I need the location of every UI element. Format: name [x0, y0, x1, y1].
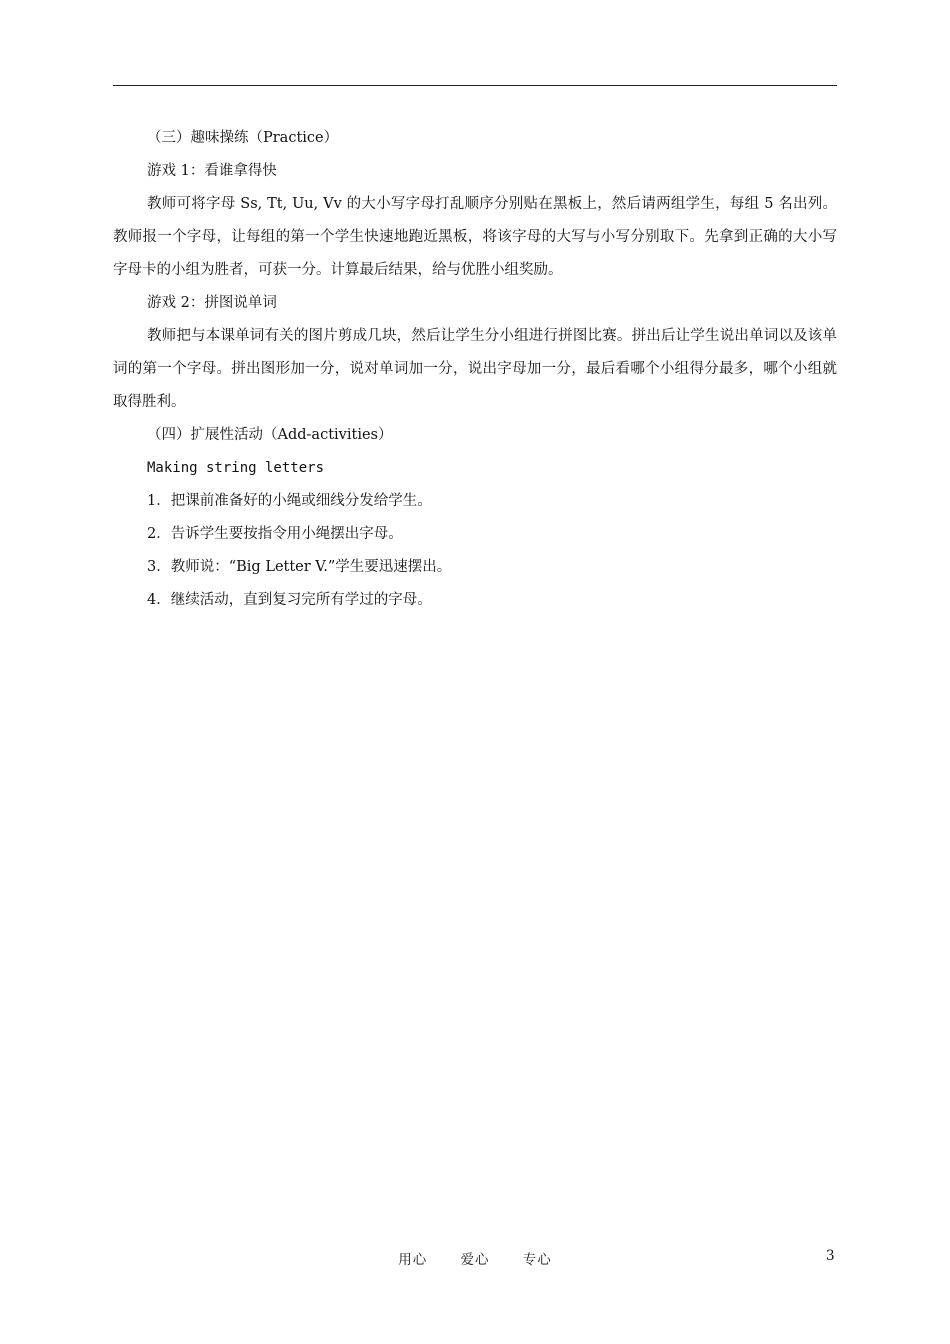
list-item: 2．告诉学生要按指令用小绳摆出字母。 [147, 526, 403, 542]
page-number: 3 [826, 1248, 835, 1264]
section-heading-add-activities: （四）扩展性活动（Add-activities） [147, 427, 393, 443]
footer-motto: 爱心 [460, 1252, 490, 1268]
list-item: 3．教师说：“Big Letter V.”学生要迅速摆出。 [147, 559, 452, 575]
document-body [113, 122, 837, 617]
activity-title: Making string letters [147, 460, 325, 476]
footer-motto: 用心 [398, 1252, 428, 1268]
footer-motto: 专心 [522, 1252, 552, 1268]
section-heading-practice: （三）趣味操练（Practice） [147, 130, 339, 146]
game1-title: 游戏 1：看谁拿得快 [147, 163, 277, 179]
list-item: 1．把课前准备好的小绳或细线分发给学生。 [147, 493, 432, 509]
game2-paragraph: 教师把与本课单词有关的图片剪成几块，然后让学生分小组进行拼图比赛。拼出后让学生说出单词以及该单词的第一个字母。拼出图形加一分，说对单词加一分，说出字母加一分，最后看哪个小组得分最多，哪个小组就取得胜利。 [113, 328, 837, 410]
list-item: 4．继续活动，直到复习完所有学过的字母。 [147, 592, 432, 608]
game1-paragraph: 教师可将字母 Ss, Tt, Uu, Vv 的大小写字母打乱顺序分别贴在黑板上，然后请两组学生，每组 5 名出列。教师报一个字母，让每组的第一个学生快速地跑近黑板，将该字母的大写与小写分别取下。先拿到正确的大小写字母卡的小组为胜者，可获一分。计算最后结果，给与优胜小组奖励。 [113, 196, 837, 278]
header-rule [113, 85, 837, 86]
footer-mottos [0, 1248, 950, 1268]
game2-title: 游戏 2：拼图说单词 [147, 295, 277, 311]
